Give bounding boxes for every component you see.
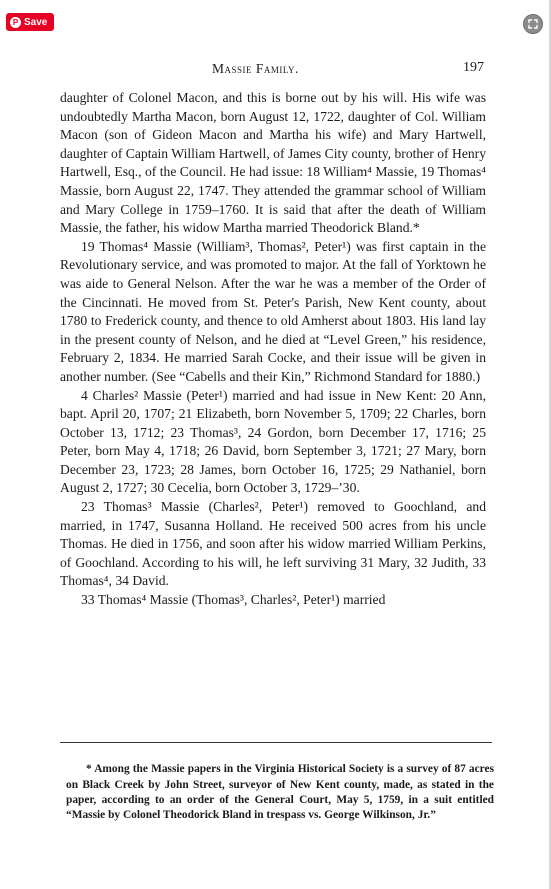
pinterest-logo-icon: P: [10, 17, 21, 28]
footnote-divider: [60, 742, 492, 743]
expand-icon[interactable]: [523, 14, 543, 34]
page-number: 197: [463, 60, 484, 75]
paragraph: 23 Thomas³ Massie (Charles², Peter¹) removed to Goochland, and married, in 1747, Susanna Holland. He received 500 acres from his uncle Thomas. He died in 1756, and soon after his widow married William Perkins, of Goochland. According to his will, he left surviving 31 Mary, 32 Judith, 33 Thomas⁴, 34 David.: [60, 499, 486, 589]
paragraph: 4 Charles² Massie (Peter¹) married and had issue in New Kent: 20 Ann, bapt. April 20, 1707; 21 Elizabeth, born November 5, 1709; 22 Charles, born October 13, 1712; 23 Thomas³, 24 Gordon, born December 17, 1716; 25 Peter, born May 4, 1718; 26 David, born September 3, 1721; 27 Mary, born December 23, 1723; 28 James, born October 16, 1725; 29 Nathaniel, born August 2, 1727; 30 Cecelia, born October 3, 1729–’30.: [60, 387, 486, 496]
running-title: Massie Family.: [212, 61, 299, 76]
pinterest-save-button[interactable]: [6, 13, 54, 31]
paragraph: 19 Thomas⁴ Massie (William³, Thomas², Peter¹) was first captain in the Revolutionary service, and was promoted to major. At the fall of Yorktown he was aide to General Nelson. After the war he was a member of the Order of the Cincinnati. He moved from St. Peter's Parish, New Kent county, about 1780 to Frederick county, and thence to old Amherst about 1803. His land lay in the present county of Nelson, and he died at “Level Green,” his residence, February 2, 1834. He married Sarah Cocke, and their issue will be given in another number. (See “Cabells and their Kin,” Richmond Standard for 1880.): [60, 238, 486, 384]
footnote: * Among the Massie papers in the Virginia Historical Society is a survey of 87 acres on Black Creek by John Street, surveyor of New Kent county, made, as stated in the paper, according to an order of the General Court, May 5, 1759, in a suit entitled “Massie by Colonel Theodorick Bland in trespass vs. George Wilkinson, Jr.”: [66, 763, 494, 821]
paragraph: 33 Thomas⁴ Massie (Thomas³, Charles², Peter¹) married: [81, 592, 386, 608]
page-header: [60, 60, 490, 80]
body-text: [60, 89, 486, 610]
paragraph: daughter of Colonel Macon, and this is borne out by his will. His wife was undoubtedly Martha Macon, born August 12, 1722, daughter of Col. William Macon (son of Gideon Macon and Martha his wife) and Mary Hartwell, daughter of Captain William Hartwell, of James City county, brother of Henry Hartwell, Esq., of the Council. He had issue: 18 William⁴ Massie, 19 Thomas⁴ Massie, born August 22, 1747. They attended the grammar school of William and Mary College in 1759–1760. It is said that after the death of William Massie, the father, his widow Martha married Theodorick Bland.*: [60, 90, 486, 236]
save-button-label: Save: [24, 16, 48, 28]
